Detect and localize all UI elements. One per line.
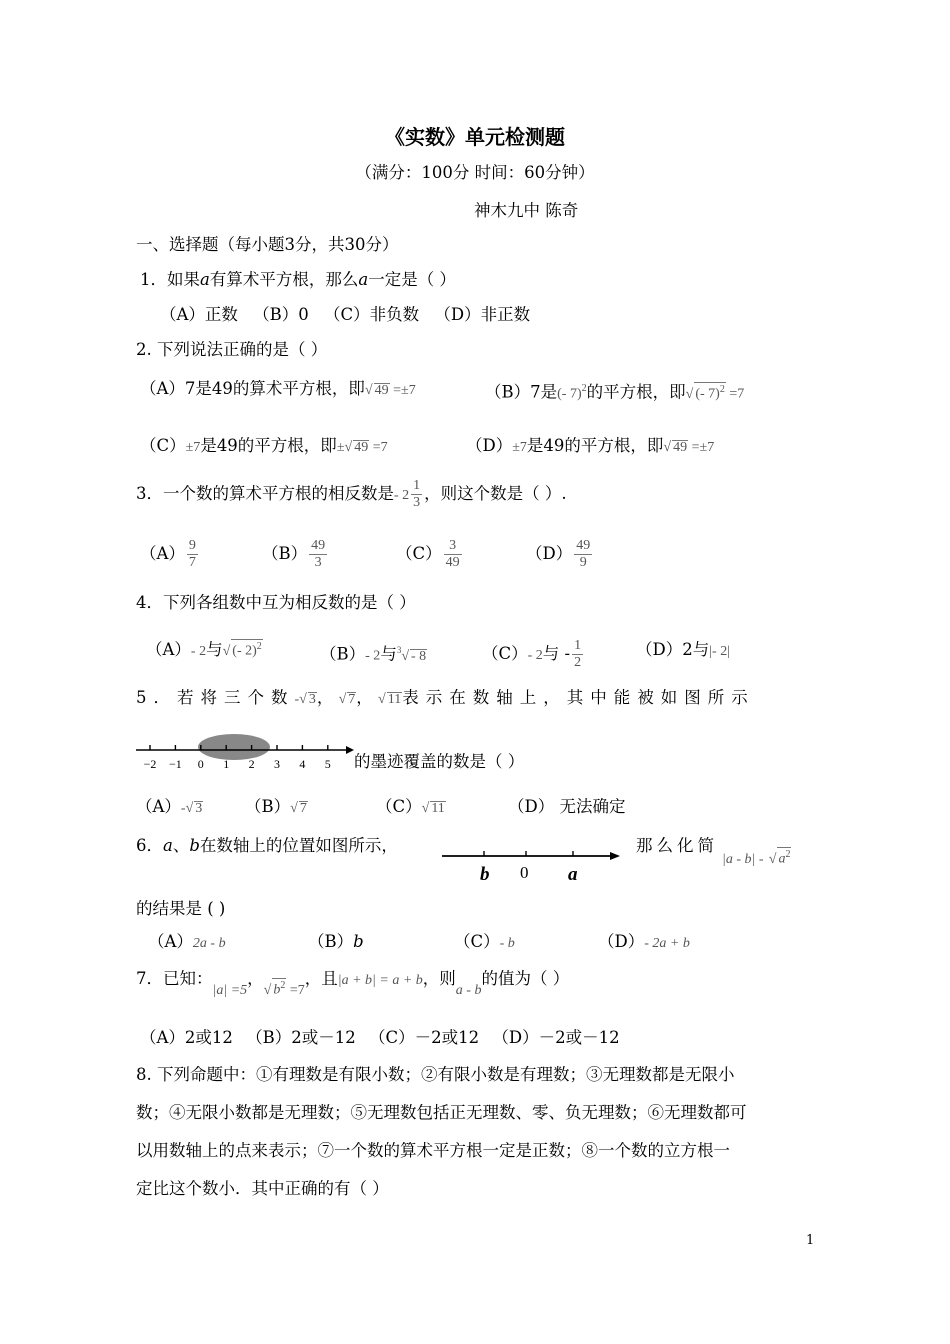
page-title: 《实数》单元检测题 [385,125,565,149]
ab-number-line-figure [440,842,622,884]
question-2-option-d[interactable]: （D）±7是49的平方根，即√ 49 =±7 [466,436,715,455]
question-2-option-c[interactable]: （C）±7是49的平方根，即±√ 49 =7 [140,436,388,455]
question-8-line-3: 以用数轴上的点来表示；⑦一个数的算术平方根一定是正数；⑧一个数的立方根一 [136,1141,730,1160]
section-heading: 一、选择题（每小题3分，共30分） [136,235,399,254]
tick-label: 1 [223,757,230,771]
number-line-figure [134,730,358,774]
question-5-option-b[interactable]: （B）√ 7 [245,797,307,816]
exam-info: （满分：100分 时间：60分钟） [355,163,595,182]
tick-label: −1 [169,757,182,771]
label-b: b [480,864,490,884]
question-6-expression: |a - b| - √ $a^2$ [722,849,791,867]
question-5-option-a[interactable]: （A）-√ 3 [136,797,203,816]
question-7-options[interactable]: （A）2或12 （B）2或－12 （C）－2或12 （D）－2或－12 [140,1028,620,1047]
question-8-line-1: 8. 下列命题中：①有理数是有限小数；②有限小数是有理数；③无理数都是无限小 [136,1065,735,1084]
question-2-stem: 2. 下列说法正确的是（ ） [136,340,328,359]
question-3-stem: 3．一个数的算术平方根的相反数是- 2 $\frac{1}{3}$ ，则这个数是（ ）. [136,478,567,510]
question-5-stem-cont: 的墨迹覆盖的数是（ ） [354,752,525,771]
question-3-option-a[interactable]: （A） $\frac{9}{7}$ [140,538,196,570]
label-a: a [568,864,578,884]
tick-label: 3 [274,757,280,771]
question-2-option-b[interactable]: （B）7是(- 7)$^2$的平方根，即√ (- 7)$^2$ =7 [485,382,745,402]
label-0: 0 [520,863,529,882]
tick-label: −2 [143,757,157,771]
ink-blot [198,734,270,760]
question-3-option-b[interactable]: （B） $\frac{49}{3}$ [262,538,326,570]
page-number: 1 [806,1233,815,1248]
question-4-option-b[interactable]: （B）- 2与$^3$√ - 8 [320,644,427,664]
question-4-stem: 4．下列各组数中互为相反数的是（ ） [136,593,416,612]
tick-label: 5 [324,757,331,771]
question-5-stem: 5．若将三个数-√ 3， √ 7， √ 11表示在数轴上，其中能被如图所示 [136,688,755,707]
question-8-line-2: 数；④无限小数都是无理数；⑤无理数包括正无理数、零、负无理数；⑥无理数都可 [136,1103,747,1122]
arrow-right-icon [610,852,620,860]
question-5-option-c[interactable]: （C）√ 11 [376,797,445,816]
question-5-option-d[interactable]: （D） 无法确定 [508,797,626,816]
question-8-line-4: 定比这个数小．其中正确的有（ ） [136,1179,389,1198]
question-6-stem-cont: 那么化简 [636,836,718,855]
question-3-option-d[interactable]: （D） $\frac{49}{9}$ [526,538,591,570]
question-7-stem: 7．已知：$_{|a| =5}$，$_{√ b^2 =7}$，且|a + b| = a + b，则$_{a - b}$的值为（ ） [136,969,570,998]
question-4-option-a[interactable]: （A）- 2与√ (- 2)$^2$ [146,640,262,659]
question-1-stem: 1．如果a有算术平方根，那么a一定是（ ） [140,270,456,289]
question-6-option-d[interactable]: （D）- 2a + b [598,932,690,951]
question-6-option-a[interactable]: （A）2a - b [148,932,226,951]
tick-label: 0 [197,757,204,771]
arrow-right-icon [346,746,354,754]
tick-label: 2 [248,757,255,771]
question-4-option-d[interactable]: （D）2与|- 2| [636,640,731,659]
question-4-option-c[interactable]: （C）- 2与 - $\frac{1}{2}$ [482,638,582,670]
author-line: 神木九中 陈奇 [474,201,579,220]
question-6-result: 的结果是 ( ) [136,899,226,918]
question-6-stem: 6．a、b在数轴上的位置如图所示， [136,836,398,855]
question-3-option-c[interactable]: （C） $\frac{3}{49}$ [396,538,460,570]
tick-label: 4 [299,757,306,771]
question-1-options[interactable]: （A）正数 （B）0 （C）非负数 （D）非正数 [160,305,531,324]
question-2-option-a[interactable]: （A）7是49的算术平方根，即√ 49 =±7 [140,379,416,398]
question-6-option-c[interactable]: （C）- b [454,932,515,951]
question-6-option-b[interactable]: （B）b [308,932,364,951]
